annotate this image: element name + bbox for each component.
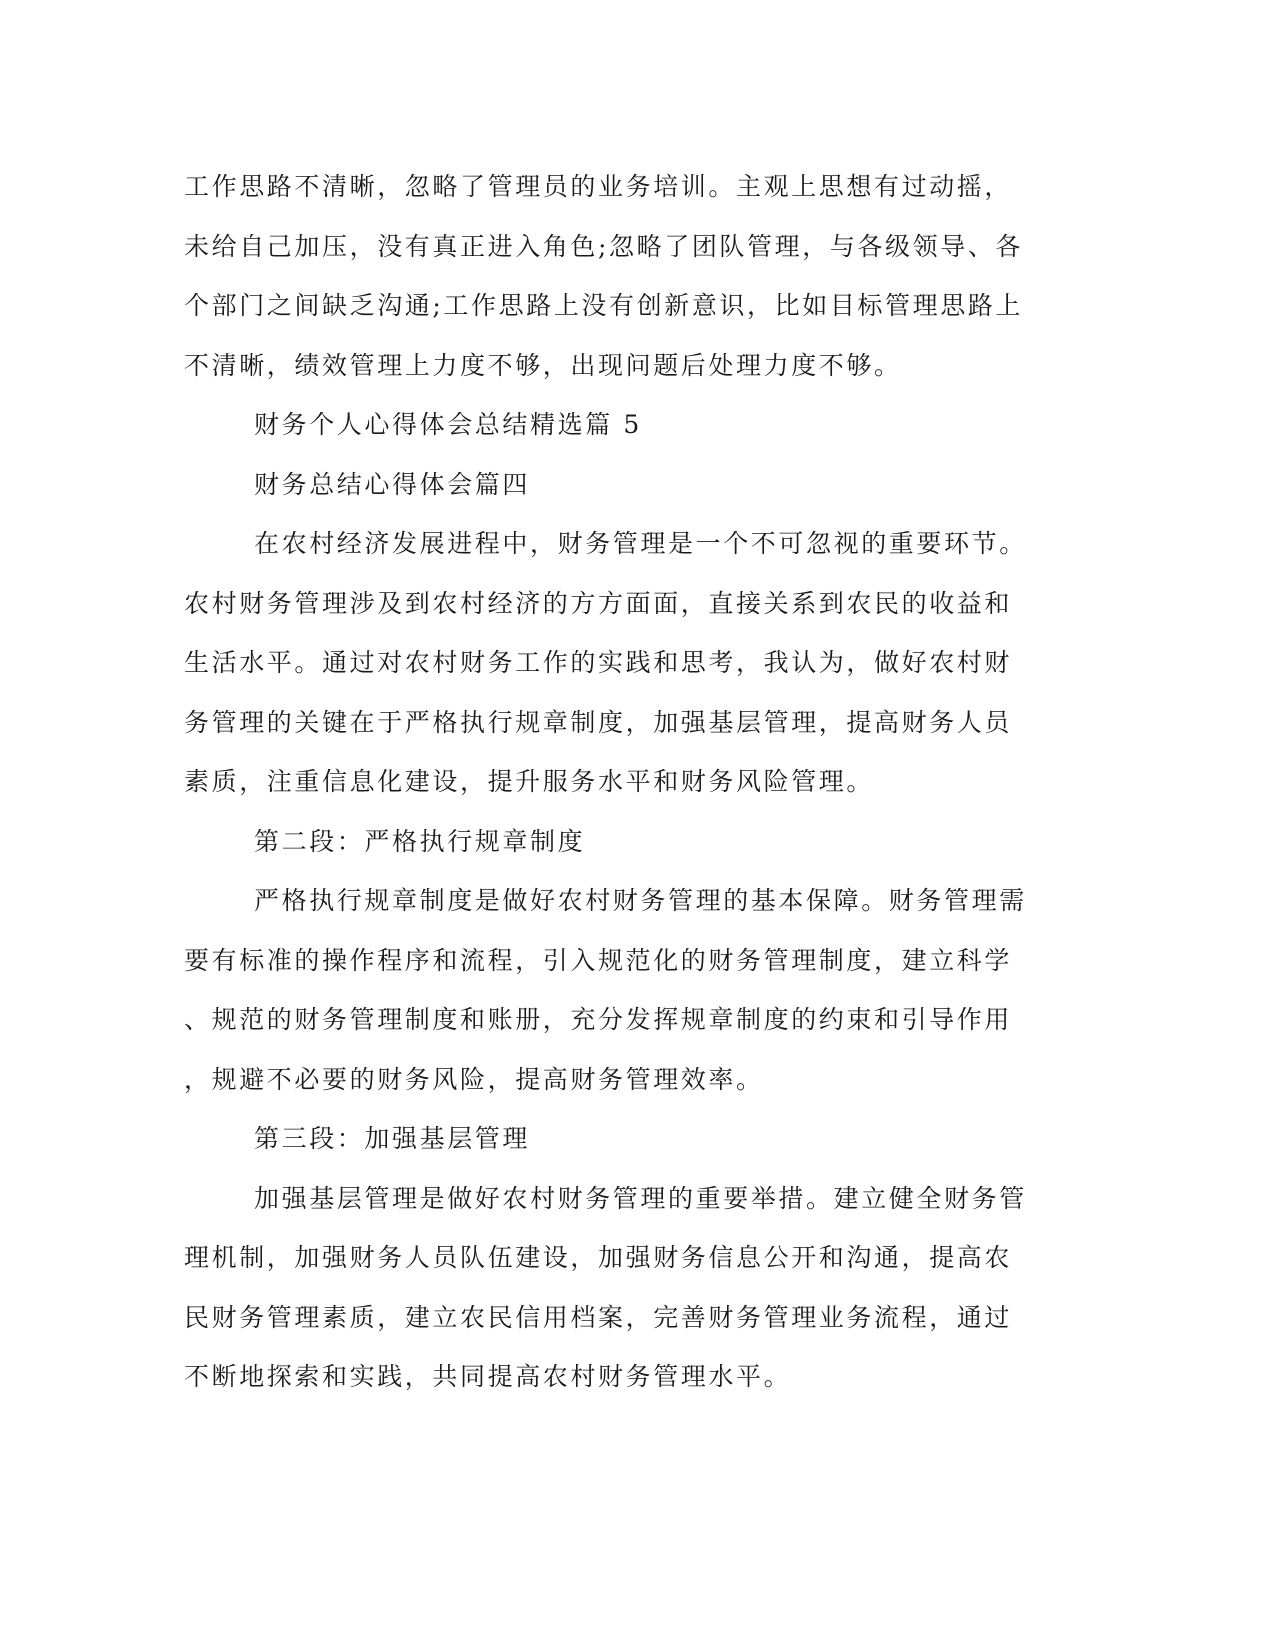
- section-heading: 财务总结心得体会篇四: [254, 469, 531, 499]
- section-heading: 第三段：加强基层管理: [254, 1124, 531, 1153]
- text-line: 生活水平。通过对农村财务工作的实践和思考，我认为，做好农村财: [184, 648, 1013, 677]
- text-line: 要有标准的操作程序和流程，引入规范化的财务管理制度，建立科学: [184, 945, 1013, 975]
- section-heading: 财务个人心得体会总结精选篇 5: [254, 410, 642, 439]
- paragraph-start: 严格执行规章制度是做好农村财务管理的基本保障。财务管理需: [254, 886, 1027, 915]
- text-line: 农村财务管理涉及到农村经济的方方面面，直接关系到农民的收益和: [184, 588, 1013, 618]
- text-line: 务管理的关键在于严格执行规章制度，加强基层管理，提高财务人员: [184, 707, 1013, 737]
- text-line: ，规避不必要的财务风险，提高财务管理效率。: [184, 1064, 764, 1094]
- paragraph-start: 加强基层管理是做好农村财务管理的重要举措。建立健全财务管: [254, 1183, 1027, 1213]
- text-line: 不清晰，绩效管理上力度不够，出现问题后处理力度不够。: [184, 350, 902, 380]
- text-line: 素质，注重信息化建设，提升服务水平和财务风险管理。: [184, 767, 875, 796]
- document-body: [184, 160, 1044, 1410]
- text-line: 、规范的财务管理制度和账册，充分发挥规章制度的约束和引导作用: [184, 1005, 1013, 1034]
- paragraph-start: 在农村经济发展进程中，财务管理是一个不可忽视的重要环节。: [254, 529, 1027, 558]
- section-heading: 第二段：严格执行规章制度: [254, 826, 586, 856]
- text-line: 不断地探索和实践，共同提高农村财务管理水平。: [184, 1362, 792, 1391]
- text-line: 未给自己加压，没有真正进入角色;忽略了团队管理，与各级领导、各: [184, 231, 1024, 261]
- text-line: 个部门之间缺乏沟通;工作思路上没有创新意识，比如目标管理思路上: [184, 291, 1024, 320]
- text-line: 工作思路不清晰，忽略了管理员的业务培训。主观上思想有过动摇，: [184, 172, 1013, 201]
- text-line: 民财务管理素质，建立农民信用档案，完善财务管理业务流程，通过: [184, 1302, 1013, 1332]
- text-line: 理机制，加强财务人员队伍建设，加强财务信息公开和沟通，提高农: [184, 1243, 1013, 1272]
